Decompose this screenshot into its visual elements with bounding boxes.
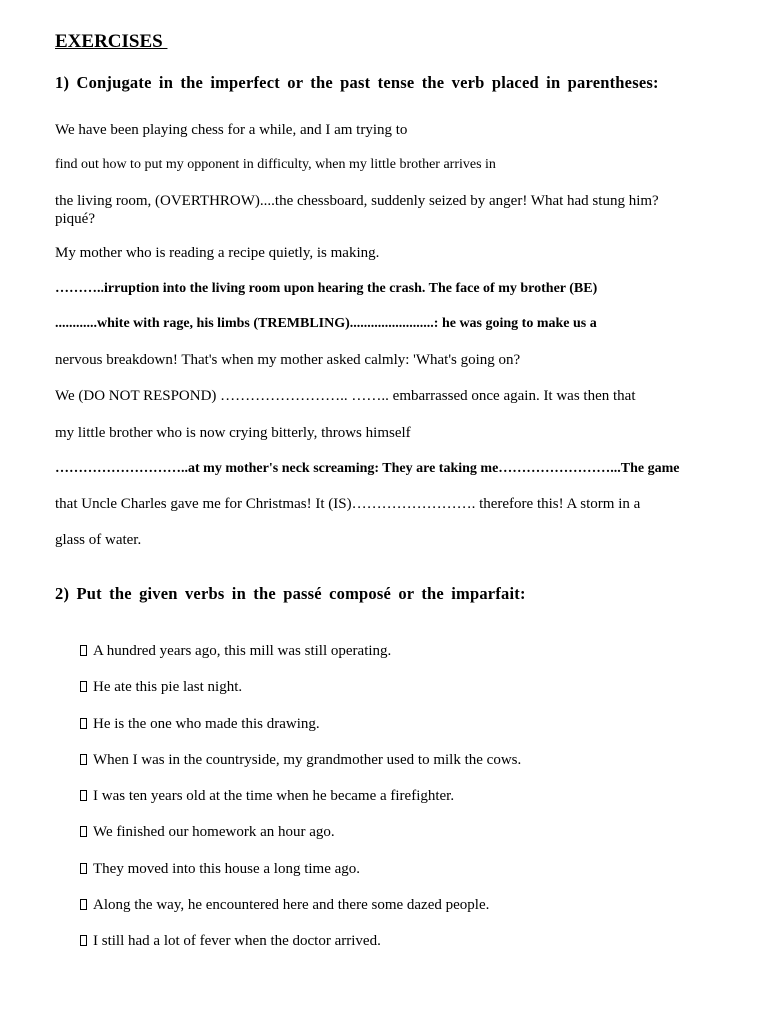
- list-item: [80, 786, 521, 822]
- checkbox-bullet-icon: [80, 790, 87, 801]
- list-item: [80, 750, 521, 786]
- exercise-2-list: [80, 641, 521, 968]
- exercise-1-line-13: glass of water.: [55, 532, 142, 548]
- exercise-1-line-3: the living room, (OVERTHROW)....the chessboard, suddenly seized by anger! What had stung him?: [55, 193, 659, 209]
- list-item-text: I still had a lot of fever when the doctor arrived.: [93, 933, 381, 950]
- list-item: [80, 931, 521, 967]
- list-item: [80, 677, 521, 713]
- checkbox-bullet-icon: [80, 826, 87, 837]
- checkbox-bullet-icon: [80, 681, 87, 692]
- list-item: [80, 641, 521, 677]
- exercise-1-line-11: ………………………..at my mother's neck screaming: They are taking me……………………...The game: [55, 461, 680, 476]
- list-item-text: When I was in the countryside, my grandmother used to milk the cows.: [93, 751, 522, 768]
- exercise-1-heading: 1) Conjugate in the imperfect or the past tense the verb placed in parentheses:: [55, 73, 659, 92]
- list-item-text: He ate this pie last night.: [93, 679, 243, 696]
- list-item: [80, 859, 521, 895]
- list-item: [80, 822, 521, 858]
- exercise-2-heading: 2) Put the given verbs in the passé composé or the imparfait:: [55, 584, 526, 603]
- checkbox-bullet-icon: [80, 899, 87, 910]
- list-item: [80, 714, 521, 750]
- document-title: EXERCISES: [55, 31, 168, 52]
- checkbox-bullet-icon: [80, 863, 87, 874]
- list-item-text: I was ten years old at the time when he became a firefighter.: [93, 788, 455, 805]
- exercise-1-line-4: piqué?: [55, 211, 95, 227]
- list-item-text: Along the way, he encountered here and there some dazed people.: [93, 897, 490, 914]
- list-item-text: A hundred years ago, this mill was still operating.: [93, 643, 392, 659]
- checkbox-bullet-icon: [80, 935, 87, 946]
- exercise-1-line-2: find out how to put my opponent in difficulty, when my little brother arrives in: [55, 157, 496, 172]
- exercise-1-line-6: ………..irruption into the living room upon hearing the crash. The face of my brother (BE): [55, 281, 598, 296]
- exercise-1-line-1: We have been playing chess for a while, and I am trying to: [55, 122, 408, 138]
- exercise-1-line-12: that Uncle Charles gave me for Christmas! It (IS)……………………. therefore this! A storm in a: [55, 496, 641, 512]
- exercise-1-line-9: We (DO NOT RESPOND) …………………….. …….. embarrassed once again. It was then that: [55, 388, 636, 404]
- exercise-1-line-10: my little brother who is now crying bitterly, throws himself: [55, 425, 411, 441]
- list-item-text: We finished our homework an hour ago.: [93, 824, 335, 841]
- list-item-text: He is the one who made this drawing.: [93, 715, 320, 732]
- checkbox-bullet-icon: [80, 754, 87, 765]
- list-item-text: They moved into this house a long time ago.: [93, 860, 361, 877]
- checkbox-bullet-icon: [80, 645, 87, 656]
- exercise-1-line-7: ............white with rage, his limbs (TREMBLING)........................: he was going to make us a: [55, 316, 597, 331]
- exercise-1-line-5: My mother who is reading a recipe quietly, is making.: [55, 245, 380, 261]
- exercise-1-line-8: nervous breakdown! That's when my mother asked calmly: 'What's going on?: [55, 352, 521, 368]
- list-item: [80, 895, 521, 931]
- checkbox-bullet-icon: [80, 718, 87, 729]
